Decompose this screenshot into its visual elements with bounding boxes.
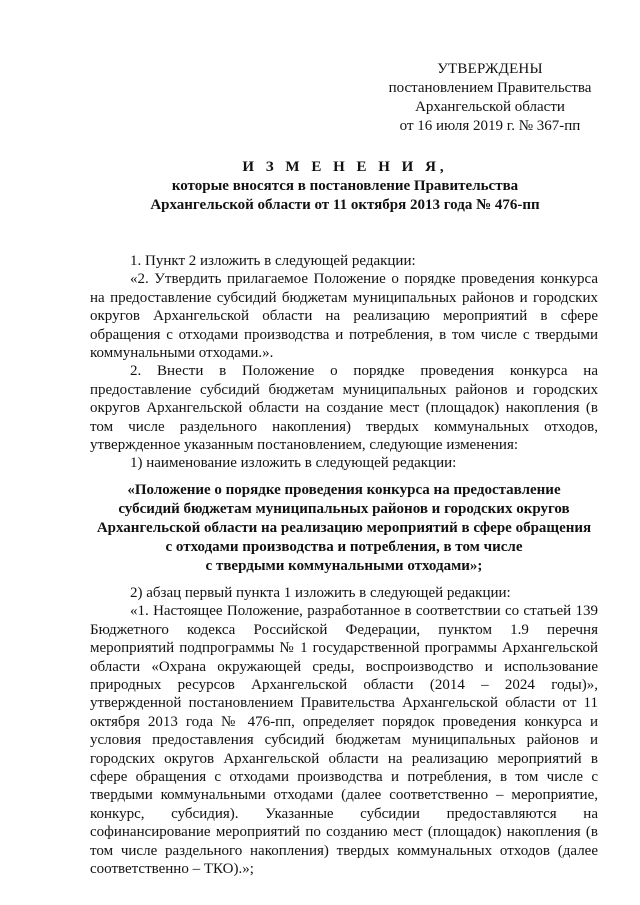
approval-line: Архангельской области [415, 99, 565, 115]
title-main: И З М Е Н Е Н И Я, [242, 159, 448, 175]
approval-line: постановлением Правительства [388, 80, 592, 96]
bold-line: с отходами производства и потребления, в том числе [165, 538, 523, 555]
document-title [90, 158, 600, 215]
approval-date-line: от 16 июля 2019 г. № 367-пп [399, 118, 581, 134]
paragraph: 1) наименование изложить в следующей редакции: [130, 455, 457, 472]
paragraph: 1. Пункт 2 изложить в следующей редакции: [130, 253, 416, 269]
document-body [90, 252, 598, 878]
approval-heading: УТВЕРЖДЕНЫ [437, 61, 543, 77]
approval-stamp [380, 60, 600, 136]
title-subline: которые вносятся в постановление Правительства [171, 178, 519, 194]
bold-line: «Положение о порядке проведения конкурса на предоставление [127, 481, 561, 498]
bold-line: субсидий бюджетам муниципальных районов и городских округов [118, 500, 570, 517]
paragraph: 2. Внести в Положение о порядке проведения конкурса на предоставление субсидий бюджетам муниципальных районов и городских округов Архангельской области на создание мест (площадок) накопления (в том числе раздельного накопления) твердых коммунальных отходов, утвержденное указанным постановлением, следующие изменения: [90, 363, 598, 454]
paragraph: «2. Утвердить прилагаемое Положение о порядке проведения конкурса на предоставление субсидий бюджетам муниципальных районов и городских округов Архангельской области на реализацию мероприятий в сфере обращения с отходами производства и потребления, в том числе с твердыми коммунальными отходами.». [90, 271, 598, 362]
new-title-block [90, 481, 598, 576]
bold-line: Архангельской области на реализацию мероприятий в сфере обращения [96, 519, 592, 536]
bold-line: с твердыми коммунальными отходами»; [205, 557, 483, 574]
paragraph: 2) абзац первый пункта 1 изложить в следующей редакции: [130, 584, 511, 601]
paragraph: «1. Настоящее Положение, разработанное в соответствии со статьей 139 Бюджетного кодекса Российской Федерации, пунктом 1.9 перечня мероприятий подпрограммы № 1 государственной программы Архангельской области «Охрана окружающей среды, воспроизводство и использование природных ресурсов Архангельской области (2014 – 2024 годы)», утвержденной постановлением Правительства Архангельской области от 11 октября 2013 года № 476-пп, определяет порядок проведения конкурса и условия предоставления субсидий бюджетам муниципальных районов и городских округов Архангельской области на реализацию мероприятий в сфере обращения с отходами производства и потребления, в том числе с твердыми коммунальными отходами (далее соответственно – мероприятие, конкурс, субсидия). Указанные субсидии предоставляются на софинансирование мероприятий по созданию мест (площадок) накопления (в том числе раздельного накопления) твердых коммунальных отходов (далее соответственно – ТКО).»; [90, 603, 598, 877]
title-subline: Архангельской области от 11 октября 2013 года № 476-пп [150, 197, 540, 213]
